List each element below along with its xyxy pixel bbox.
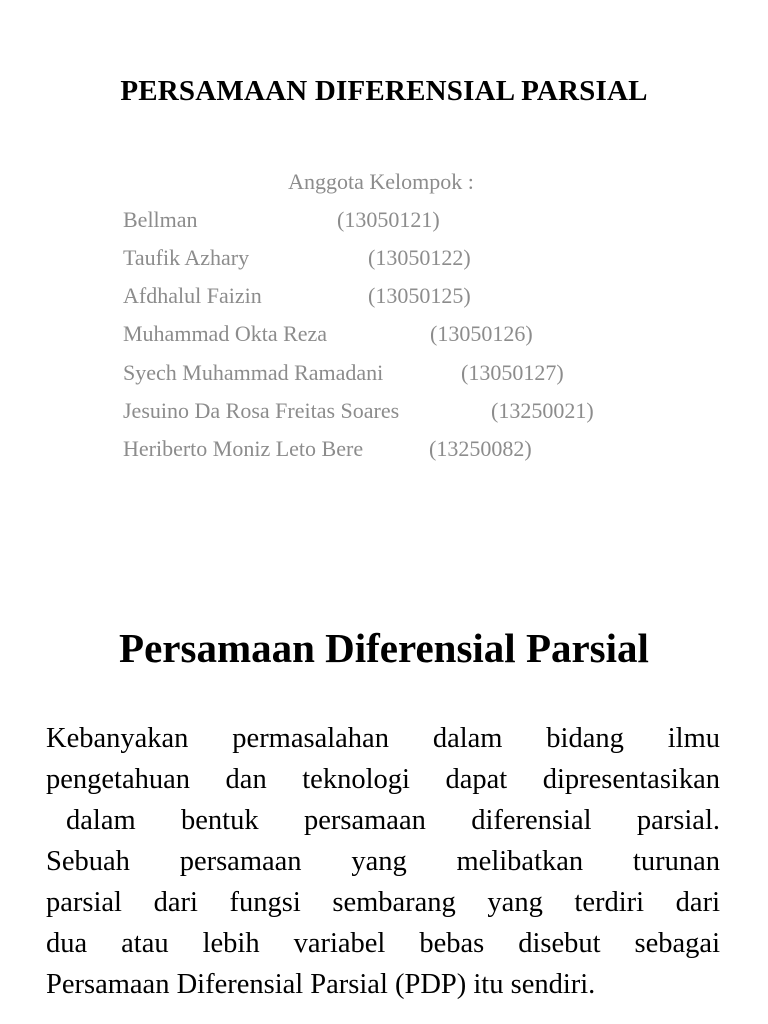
member-id: (13050122): [368, 245, 471, 270]
member-id: (13050127): [461, 360, 564, 385]
paragraph-line: Persamaan Diferensial Parsial (PDP) itu sendiri.: [46, 969, 596, 1000]
member-name: Heriberto Moniz Leto Bere: [123, 436, 364, 461]
paragraph-line: parsial dari fungsi sembarang yang terdiri dari: [46, 887, 720, 918]
member-name: Muhammad Okta Reza: [123, 321, 328, 346]
slide-title-top: PERSAMAAN DIFERENSIAL PARSIAL: [120, 75, 648, 107]
member-name: Bellman: [123, 207, 198, 232]
section-title: Persamaan Diferensial Parsial: [119, 625, 649, 671]
member-name: Taufik Azhary: [123, 245, 250, 270]
body-paragraph: [46, 718, 720, 1005]
paragraph-line: Kebanyakan permasalahan dalam bidang ilmu: [46, 723, 720, 754]
member-id: (13250021): [491, 398, 594, 423]
paragraph-line: dalam bentuk persamaan diferensial parsial.: [66, 805, 720, 836]
member-name: Jesuino Da Rosa Freitas Soares: [123, 398, 400, 423]
paragraph-line: pengetahuan dan teknologi dapat dipresentasikan: [46, 764, 720, 795]
member-id: (13050126): [430, 321, 533, 346]
member-id: (13050125): [368, 283, 471, 308]
member-name: Syech Muhammad Ramadani: [123, 360, 384, 385]
paragraph-line: dua atau lebih variabel bebas disebut sebagai: [46, 928, 720, 959]
member-name: Afdhalul Faizin: [123, 283, 262, 308]
member-id: (13050121): [337, 207, 440, 232]
paragraph-line: Sebuah persamaan yang melibatkan turunan: [46, 846, 720, 877]
member-id: (13250082): [429, 436, 532, 461]
members-heading: Anggota Kelompok :: [288, 169, 474, 194]
